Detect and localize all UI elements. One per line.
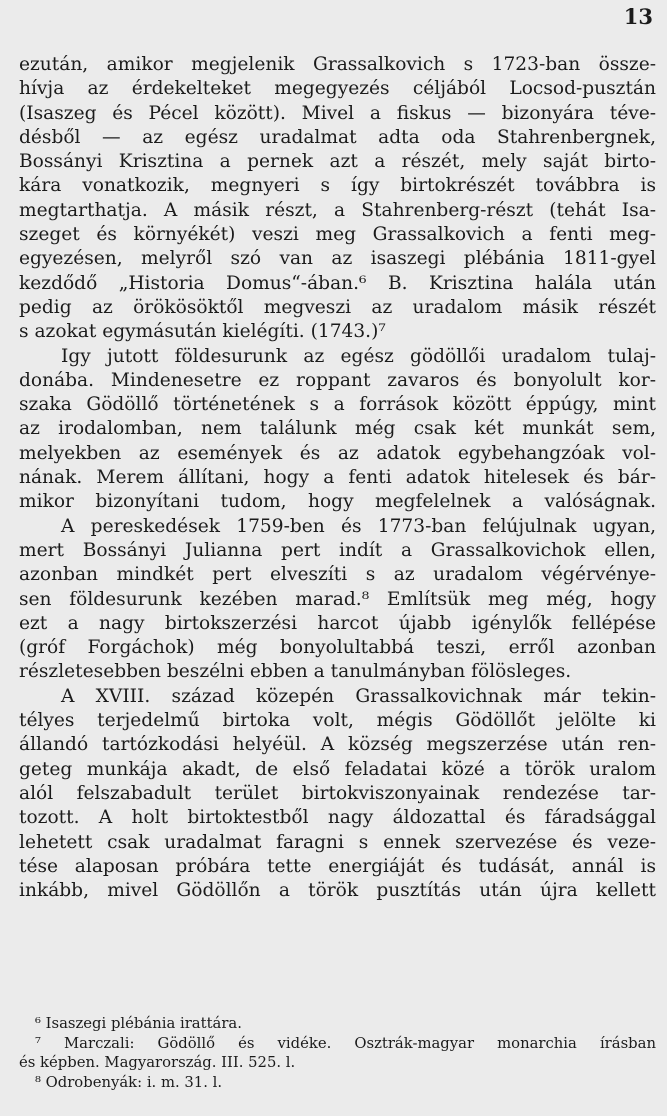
text-line: A XVIII. század közepén Grassalkovichnak már tekin- bbox=[61, 685, 656, 707]
text-line: szaka Gödöllő történetének s a források között éppúgy, mint bbox=[19, 394, 656, 416]
text-line: melyekben az események és az adatok egybehangzóak vol- bbox=[19, 442, 656, 464]
text-line: pedig az örökösöktől megveszi az uradalom másik részét bbox=[19, 296, 656, 318]
text-line: tozott. A holt birtoktestből nagy áldozattal és fáradsággal bbox=[19, 807, 656, 829]
text-line: kezdődő „Historia Domus“-ában.⁶ B. Krisztina halála után bbox=[19, 272, 656, 294]
text-line: ezután, amikor megjelenik Grassalkovich s 1723-ban össze- bbox=[19, 54, 656, 75]
text-line: ezt a nagy birtokszerzési harcot újabb igénylők fellépése bbox=[19, 612, 656, 634]
text-line: alól felszabadult terület birtokviszonyainak rendezése tar- bbox=[19, 782, 656, 804]
footnotes bbox=[19, 1014, 656, 1092]
text-line: egyezésen, melyről szó van az isaszegi plébánia 1811-gyel bbox=[19, 248, 656, 270]
text-line: tése alaposan próbára tette energiáját és tudását, annál is bbox=[19, 855, 656, 877]
footnote-line: és képben. Magyarország. III. 525. l. bbox=[19, 1054, 296, 1071]
text-line: Igy jutott földesurunk az egész gödöllői uradalom tulaj- bbox=[61, 345, 656, 367]
text-line: mikor bizonyítani tudom, hogy megfelelnek a valóságnak. bbox=[19, 491, 656, 513]
text-line: (gróf Forgáchok) még bonyolultabbá teszi, erről azonban bbox=[19, 637, 656, 659]
text-line: (Isaszeg és Pécel között). Mivel a fiskus — bizonyára téve- bbox=[19, 102, 656, 124]
text-line: állandó tartózkodási helyéül. A község megszerzése után ren- bbox=[19, 734, 656, 756]
text-line: inkább, mivel Gödöllőn a török pusztítás után újra kellett bbox=[19, 880, 656, 902]
text-line: hívja az érdekelteket megegyezés céljából Locsod-pusztán bbox=[19, 78, 656, 100]
footnote-line: ⁸ Odrobenyák: i. m. 31. l. bbox=[35, 1073, 223, 1091]
text-line: Bossányi Krisztina a pernek azt a részét, mely saját birto- bbox=[19, 151, 656, 173]
text-line: mert Bossányi Julianna pert indít a Grassalkovichok ellen, bbox=[19, 539, 656, 561]
text-line: télyes terjedelmű birtoka volt, mégis Gödöllőt jelölte ki bbox=[19, 710, 656, 732]
text-line: nának. Merem állítani, hogy a fenti adatok hitelesek és bár- bbox=[19, 467, 656, 489]
text-line: szeget és környékét) veszi meg Grassalkovich a fenti meg- bbox=[19, 224, 656, 246]
page-number: 13 bbox=[623, 4, 653, 29]
text-line: sen földesurunk kezében marad.⁸ Említsük meg még, hogy bbox=[19, 588, 656, 610]
text-line: lehetett csak uradalmat faragni s ennek szervezése és veze- bbox=[19, 831, 656, 853]
text-line: részletesebben beszélni ebben a tanulmányban fölösleges. bbox=[19, 661, 572, 683]
footnote-line: ⁶ Isaszegi plébánia irattára. bbox=[35, 1015, 242, 1032]
text-line: geteg munkája akadt, de első feladatai közé a török uralom bbox=[19, 758, 656, 780]
text-line: kára vonatkozik, megnyeri s így birtokrészét továbbra is bbox=[19, 175, 656, 197]
text-line: megtarthatja. A másik részt, a Stahrenberg-részt (tehát Isa- bbox=[19, 199, 656, 221]
text-line: s azokat egymásután kielégíti. (1743.)⁷ bbox=[19, 321, 386, 343]
text-line: azonban mindkét pert elveszíti s az uradalom végérvénye- bbox=[19, 564, 656, 586]
text-line: désből — az egész uradalmat adta oda Stahrenbergnek, bbox=[19, 126, 656, 148]
text-line: A pereskedések 1759-ben és 1773-ban felújulnak ugyan, bbox=[61, 515, 656, 537]
main-text bbox=[19, 53, 656, 903]
footnote-line: ⁷ Marczali: Gödöllő és vidéke. Osztrák-magyar monarchia írásban bbox=[35, 1034, 656, 1052]
text-line: az irodalomban, nem találunk még csak két munkát sem, bbox=[19, 418, 656, 440]
text-line: donába. Mindenesetre ez roppant zavaros és bonyolult kor- bbox=[19, 369, 656, 391]
